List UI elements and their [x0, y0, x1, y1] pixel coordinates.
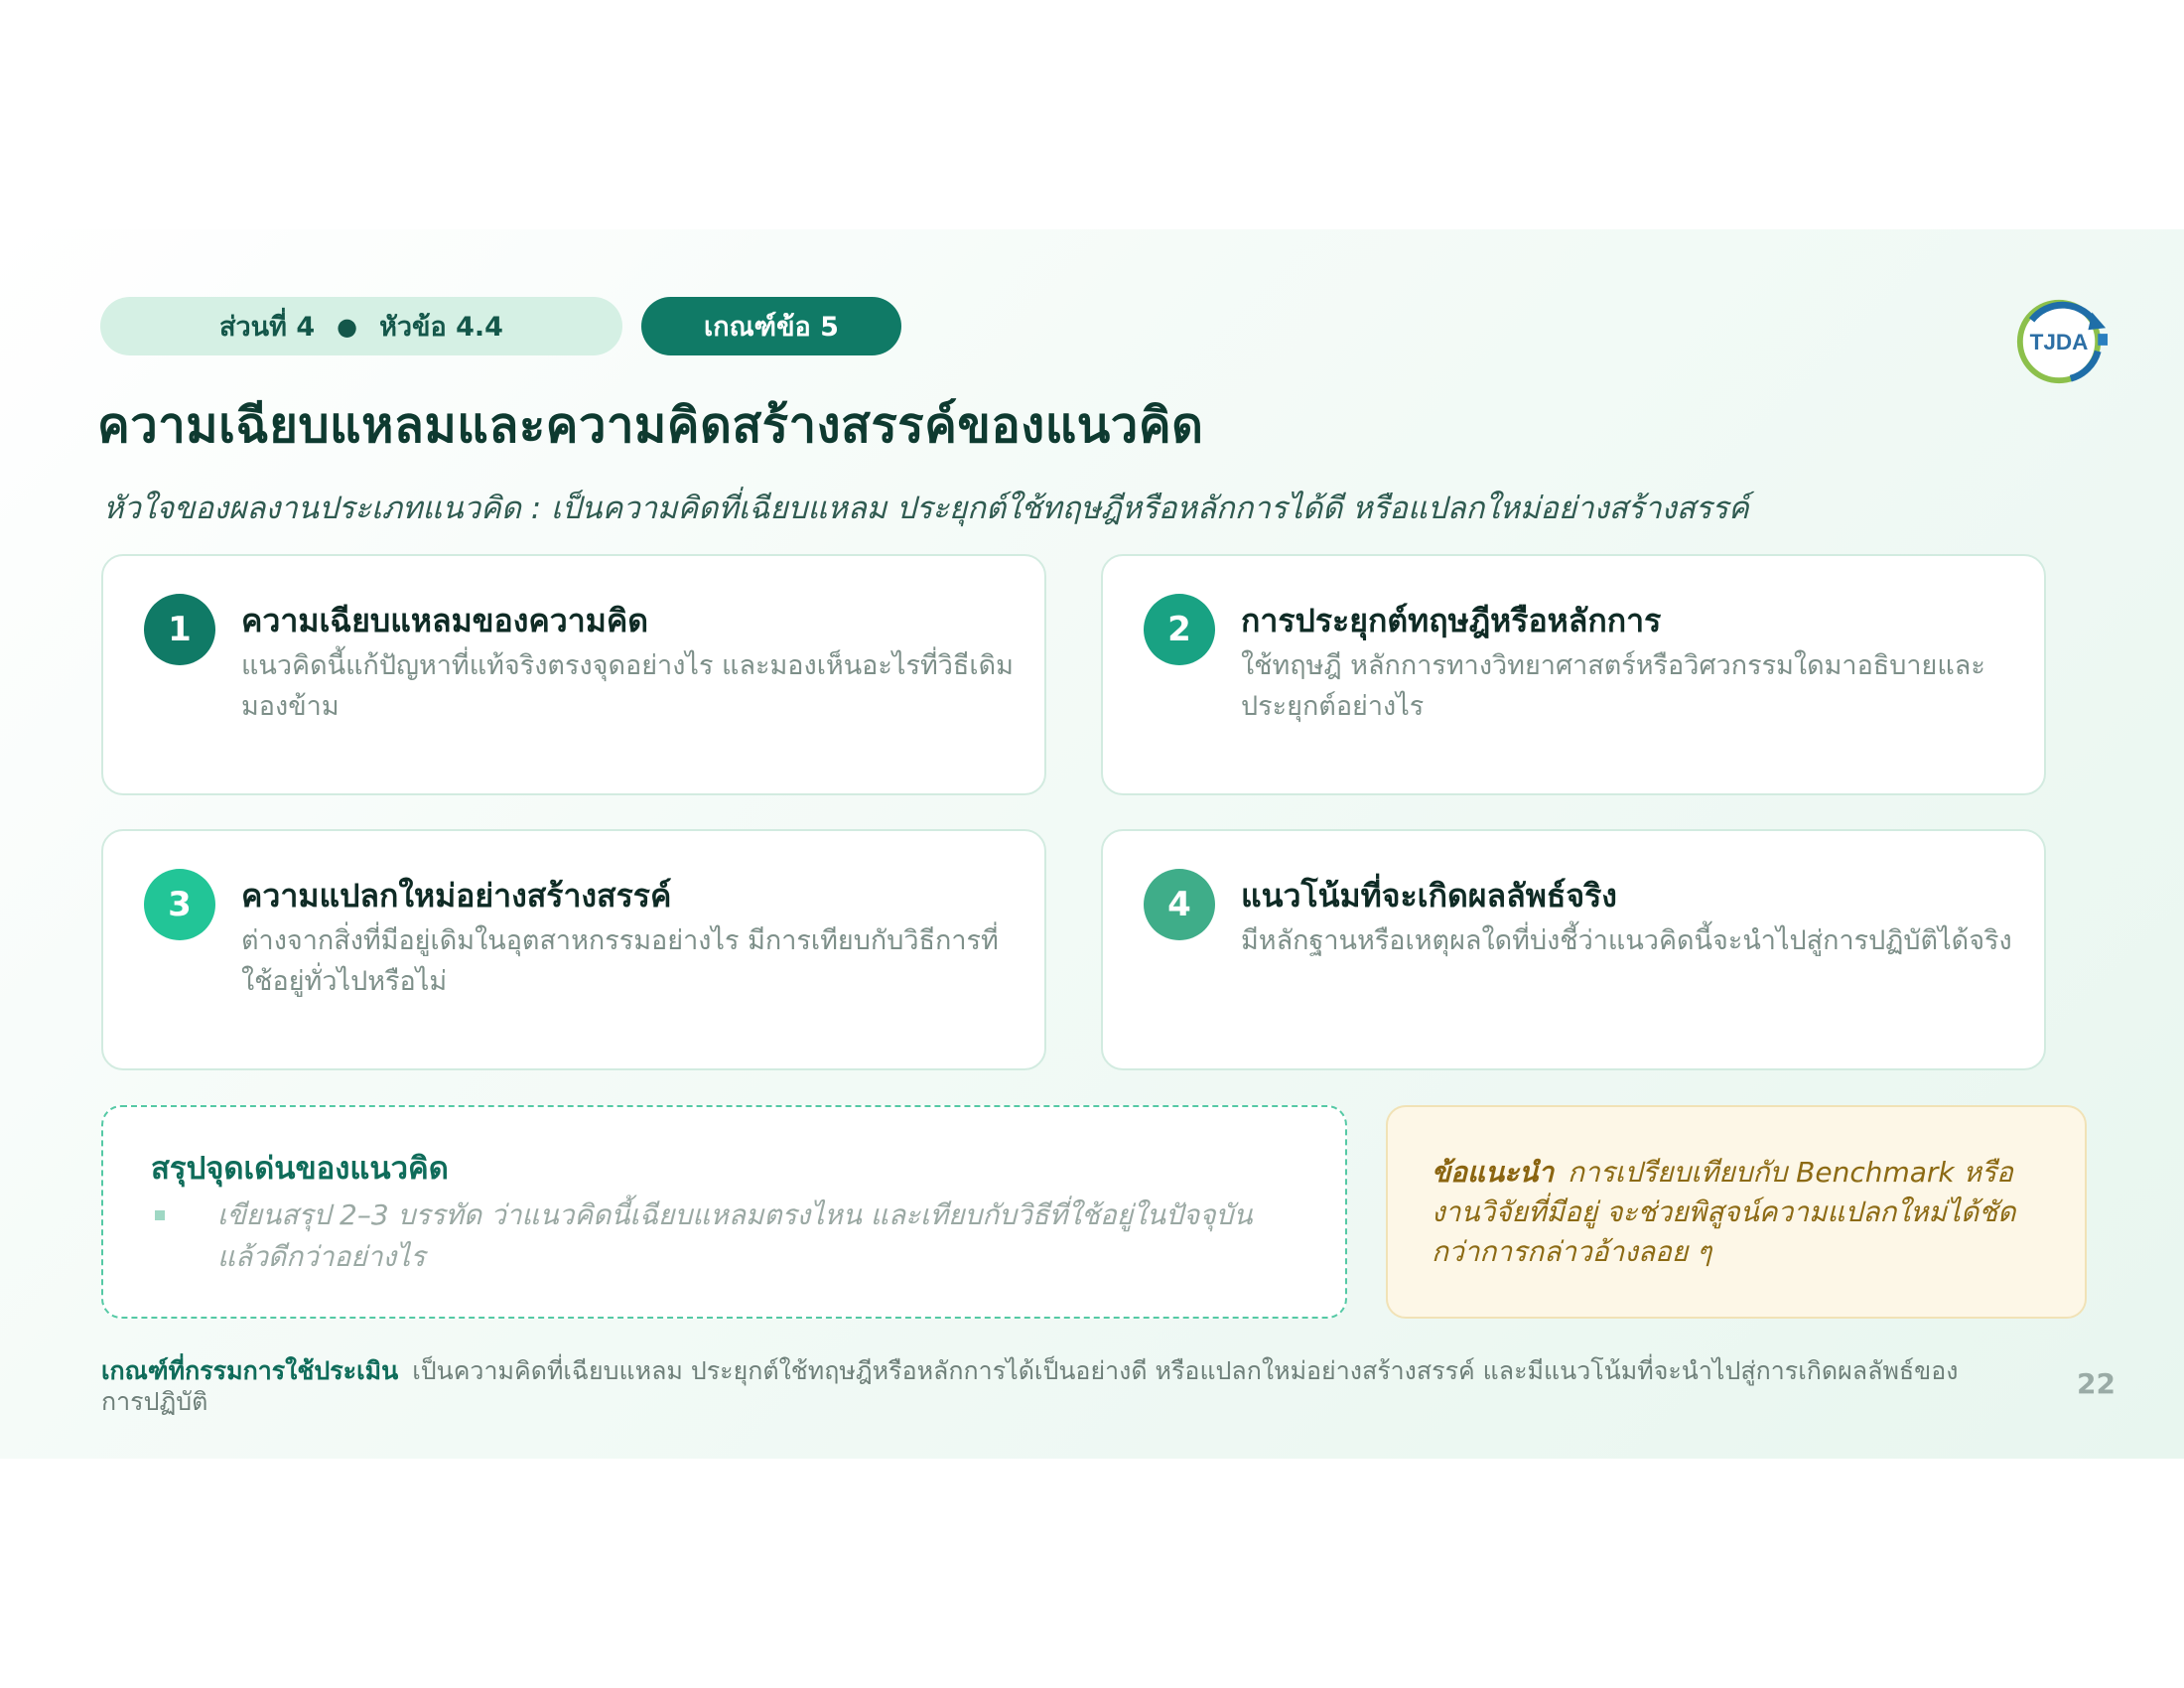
- section-pill: [100, 297, 622, 355]
- tip-content: [1432, 1153, 2047, 1272]
- bullet-square-icon: [155, 1210, 165, 1220]
- criterion-card-4: [1101, 829, 2046, 1070]
- tjda-logo: [2012, 291, 2110, 388]
- card-description: แนวคิดนี้แก้ปัญหาที่แท้จริงตรงจุดอย่างไร และมองเห็นอะไรที่วิธีเดิมมองข้าม: [241, 650, 1014, 722]
- criterion-card-1: [101, 554, 1046, 795]
- summary-text: เขียนสรุป 2–3 บรรทัด ว่าแนวคิดนี้เฉียบแหลมตรงไหน และเทียบกับวิธีที่ใช้อยู่ในปัจจุบันแล้วดีกว่าอย่างไร: [217, 1198, 1253, 1273]
- footer-label: เกณฑ์ที่กรรมการใช้ประเมิน: [101, 1356, 399, 1385]
- card-number: 4: [1144, 869, 1215, 940]
- tip-label: ข้อแนะนำ: [1432, 1156, 1555, 1189]
- summary-box: [101, 1105, 1347, 1319]
- footer-note: [101, 1355, 1987, 1417]
- card-title: แนวโน้มที่จะเกิดผลลัพธ์จริง: [1241, 877, 1617, 914]
- page-number: 22: [2077, 1367, 2116, 1400]
- criterion-card-3: [101, 829, 1046, 1070]
- footer-text: เป็นความคิดที่เฉียบแหลม ประยุกต์ใช้ทฤษฎีหรือหลักการได้เป็นอย่างดี หรือแปลกใหม่อย่างสร้างสรรค์ และมีแนวโน้มที่จะนำไปสู่การเกิดผลลัพธ์ของการปฏิบัติ: [101, 1356, 1959, 1416]
- card-description: ต่างจากสิ่งที่มีอยู่เดิมในอุตสาหกรรมอย่างไร มีการเทียบกับวิธีการที่ใช้อยู่ทั่วไปหรือไม่: [241, 925, 999, 997]
- card-title: ความเฉียบแหลมของความคิด: [241, 602, 648, 639]
- card-number: 1: [144, 594, 215, 665]
- card-number: 3: [144, 869, 215, 940]
- topic-label: หัวข้อ 4.4: [379, 312, 503, 343]
- card-description: ใช้ทฤษฎี หลักการทางวิทยาศาสตร์หรือวิศวกรรมใดมาอธิบายและประยุกต์อย่างไร: [1241, 650, 1985, 722]
- logo-text: TJDA: [2029, 329, 2089, 354]
- card-title: การประยุกต์ทฤษฎีหรือหลักการ: [1241, 602, 1662, 639]
- tip-box: [1386, 1105, 2087, 1319]
- criteria-pill: [641, 297, 901, 355]
- page-subtitle: หัวใจของผลงานประเภทแนวคิด : เป็นความคิดที่เฉียบแหลม ประยุกต์ใช้ทฤษฎีหรือหลักการได้ดี หรือแปลกใหม่อย่างสร้างสรรค์: [103, 491, 1749, 526]
- criteria-label: เกณฑ์ข้อ 5: [704, 312, 839, 343]
- criterion-card-2: [1101, 554, 2046, 795]
- section-label: ส่วนที่ 4: [219, 312, 316, 343]
- card-number: 2: [1144, 594, 1215, 665]
- summary-title: สรุปจุดเด่นของแนวคิด: [151, 1151, 449, 1187]
- bullet-dot-icon: ●: [337, 312, 358, 341]
- card-title: ความแปลกใหม่อย่างสร้างสรรค์: [241, 877, 672, 914]
- tip-text: การเปรียบเทียบกับ Benchmark หรืองานวิจัยที่มีอยู่ จะช่วยพิสูจน์ความแปลกใหม่ได้ชัดกว่าการกล่าวอ้างลอย ๆ: [1432, 1156, 2016, 1268]
- page-title: ความเฉียบแหลมและความคิดสร้างสรรค์ของแนวคิด: [97, 397, 1204, 454]
- card-description: มีหลักฐานหรือเหตุผลใดที่บ่งชี้ว่าแนวคิดนี้จะนำไปสู่การปฏิบัติได้จริง: [1241, 925, 2012, 956]
- slide: [0, 229, 2184, 1459]
